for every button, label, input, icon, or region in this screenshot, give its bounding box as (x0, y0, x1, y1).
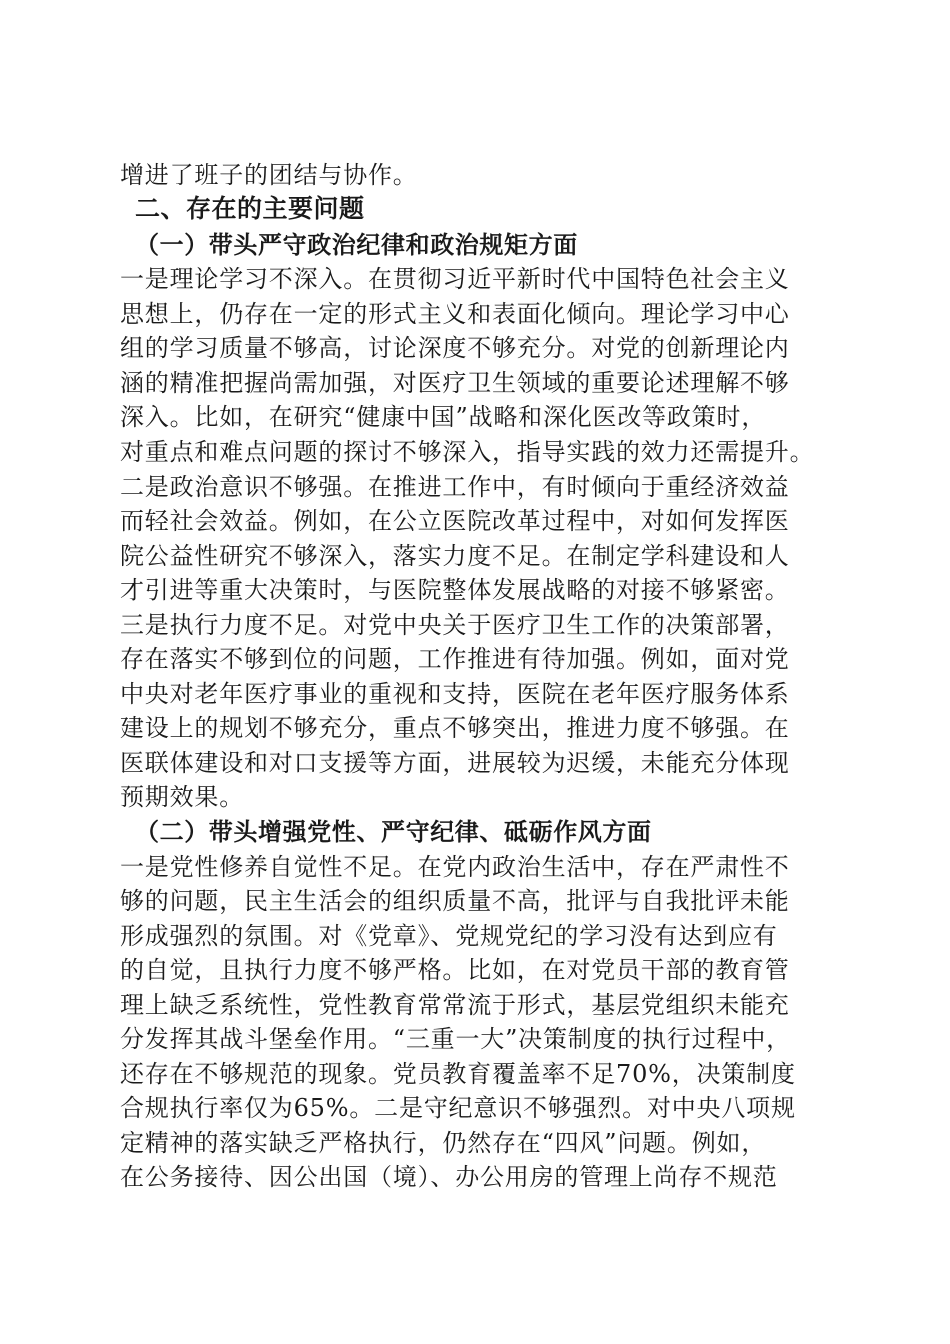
body-line: 形成强烈的氛围。对《党章》、党规党纪的学习没有达到应有 (120, 922, 778, 950)
subsection-heading: （二）带头增强党性、严守纪律、砥砺作风方面 (135, 817, 652, 846)
body-line: 二是政治意识不够强。在推进工作中，有时倾向于重经济效益 (120, 473, 790, 501)
body-line: 而轻社会效益。例如，在公立医院改革过程中，对如何发挥医 (120, 507, 790, 535)
body-line: 增进了班子的团结与协作。 (120, 161, 418, 189)
body-line: 涵的精准把握尚需加强，对医疗卫生领域的重要论述理解不够 (120, 369, 790, 397)
body-line: 建设上的规划不够充分，重点不够突出，推进力度不够强。在 (120, 714, 790, 742)
body-line: 理上缺乏系统性，党性教育常常流于形式，基层党组织未能充 (120, 991, 790, 1019)
body-line: 存在落实不够到位的问题，工作推进有待加强。例如，面对党 (120, 645, 790, 673)
section-heading: 二、存在的主要问题 (135, 194, 365, 223)
body-line: 组的学习质量不够高，讨论深度不够充分。对党的创新理论内 (120, 334, 790, 362)
body-line: 思想上，仍存在一定的形式主义和表面化倾向。理论学习中心 (120, 300, 790, 328)
body-line: 合规执行率仅为65%。二是守纪意识不够强烈。对中央八项规 (120, 1094, 796, 1122)
body-line: 医联体建设和对口支援等方面，进展较为迟缓，未能充分体现 (120, 749, 790, 777)
body-line: 一是理论学习不深入。在贯彻习近平新时代中国特色社会主义 (120, 265, 790, 293)
subsection-heading: （一）带头严守政治纪律和政治规矩方面 (135, 230, 578, 259)
body-line: 分发挥其战斗堡垒作用。“三重一大”决策制度的执行过程中， (120, 1025, 791, 1053)
body-line: 一是党性修养自觉性不足。在党内政治生活中，存在严肃性不 (120, 853, 790, 881)
body-line: 才引进等重大决策时，与医院整体发展战略的对接不够紧密。 (120, 576, 790, 604)
body-line: 深入。比如，在研究“健康中国”战略和深化医改等政策时， (120, 403, 767, 431)
body-line: 预期效果。 (120, 783, 244, 811)
body-line: 够的问题，民主生活会的组织质量不高，批评与自我批评未能 (120, 887, 790, 915)
body-line: 对重点和难点问题的探讨不够深入，指导实践的效力还需提升。 (120, 438, 815, 466)
body-line: 三是执行力度不足。对党中央关于医疗卫生工作的决策部署， (120, 611, 790, 639)
body-line: 中央对老年医疗事业的重视和支持，医院在老年医疗服务体系 (120, 680, 790, 708)
body-line: 院公益性研究不够深入，落实力度不足。在制定学科建设和人 (120, 542, 790, 570)
body-line: 还存在不够规范的现象。党员教育覆盖率不足70%，决策制度 (120, 1060, 796, 1088)
body-line: 的自觉，且执行力度不够严格。比如，在对党员干部的教育管 (120, 956, 790, 984)
body-line: 在公务接待、因公出国（境）、办公用房的管理上尚存不规范 (120, 1163, 778, 1191)
body-line: 定精神的落实缺乏严格执行，仍然存在“四风”问题。例如， (120, 1129, 767, 1157)
